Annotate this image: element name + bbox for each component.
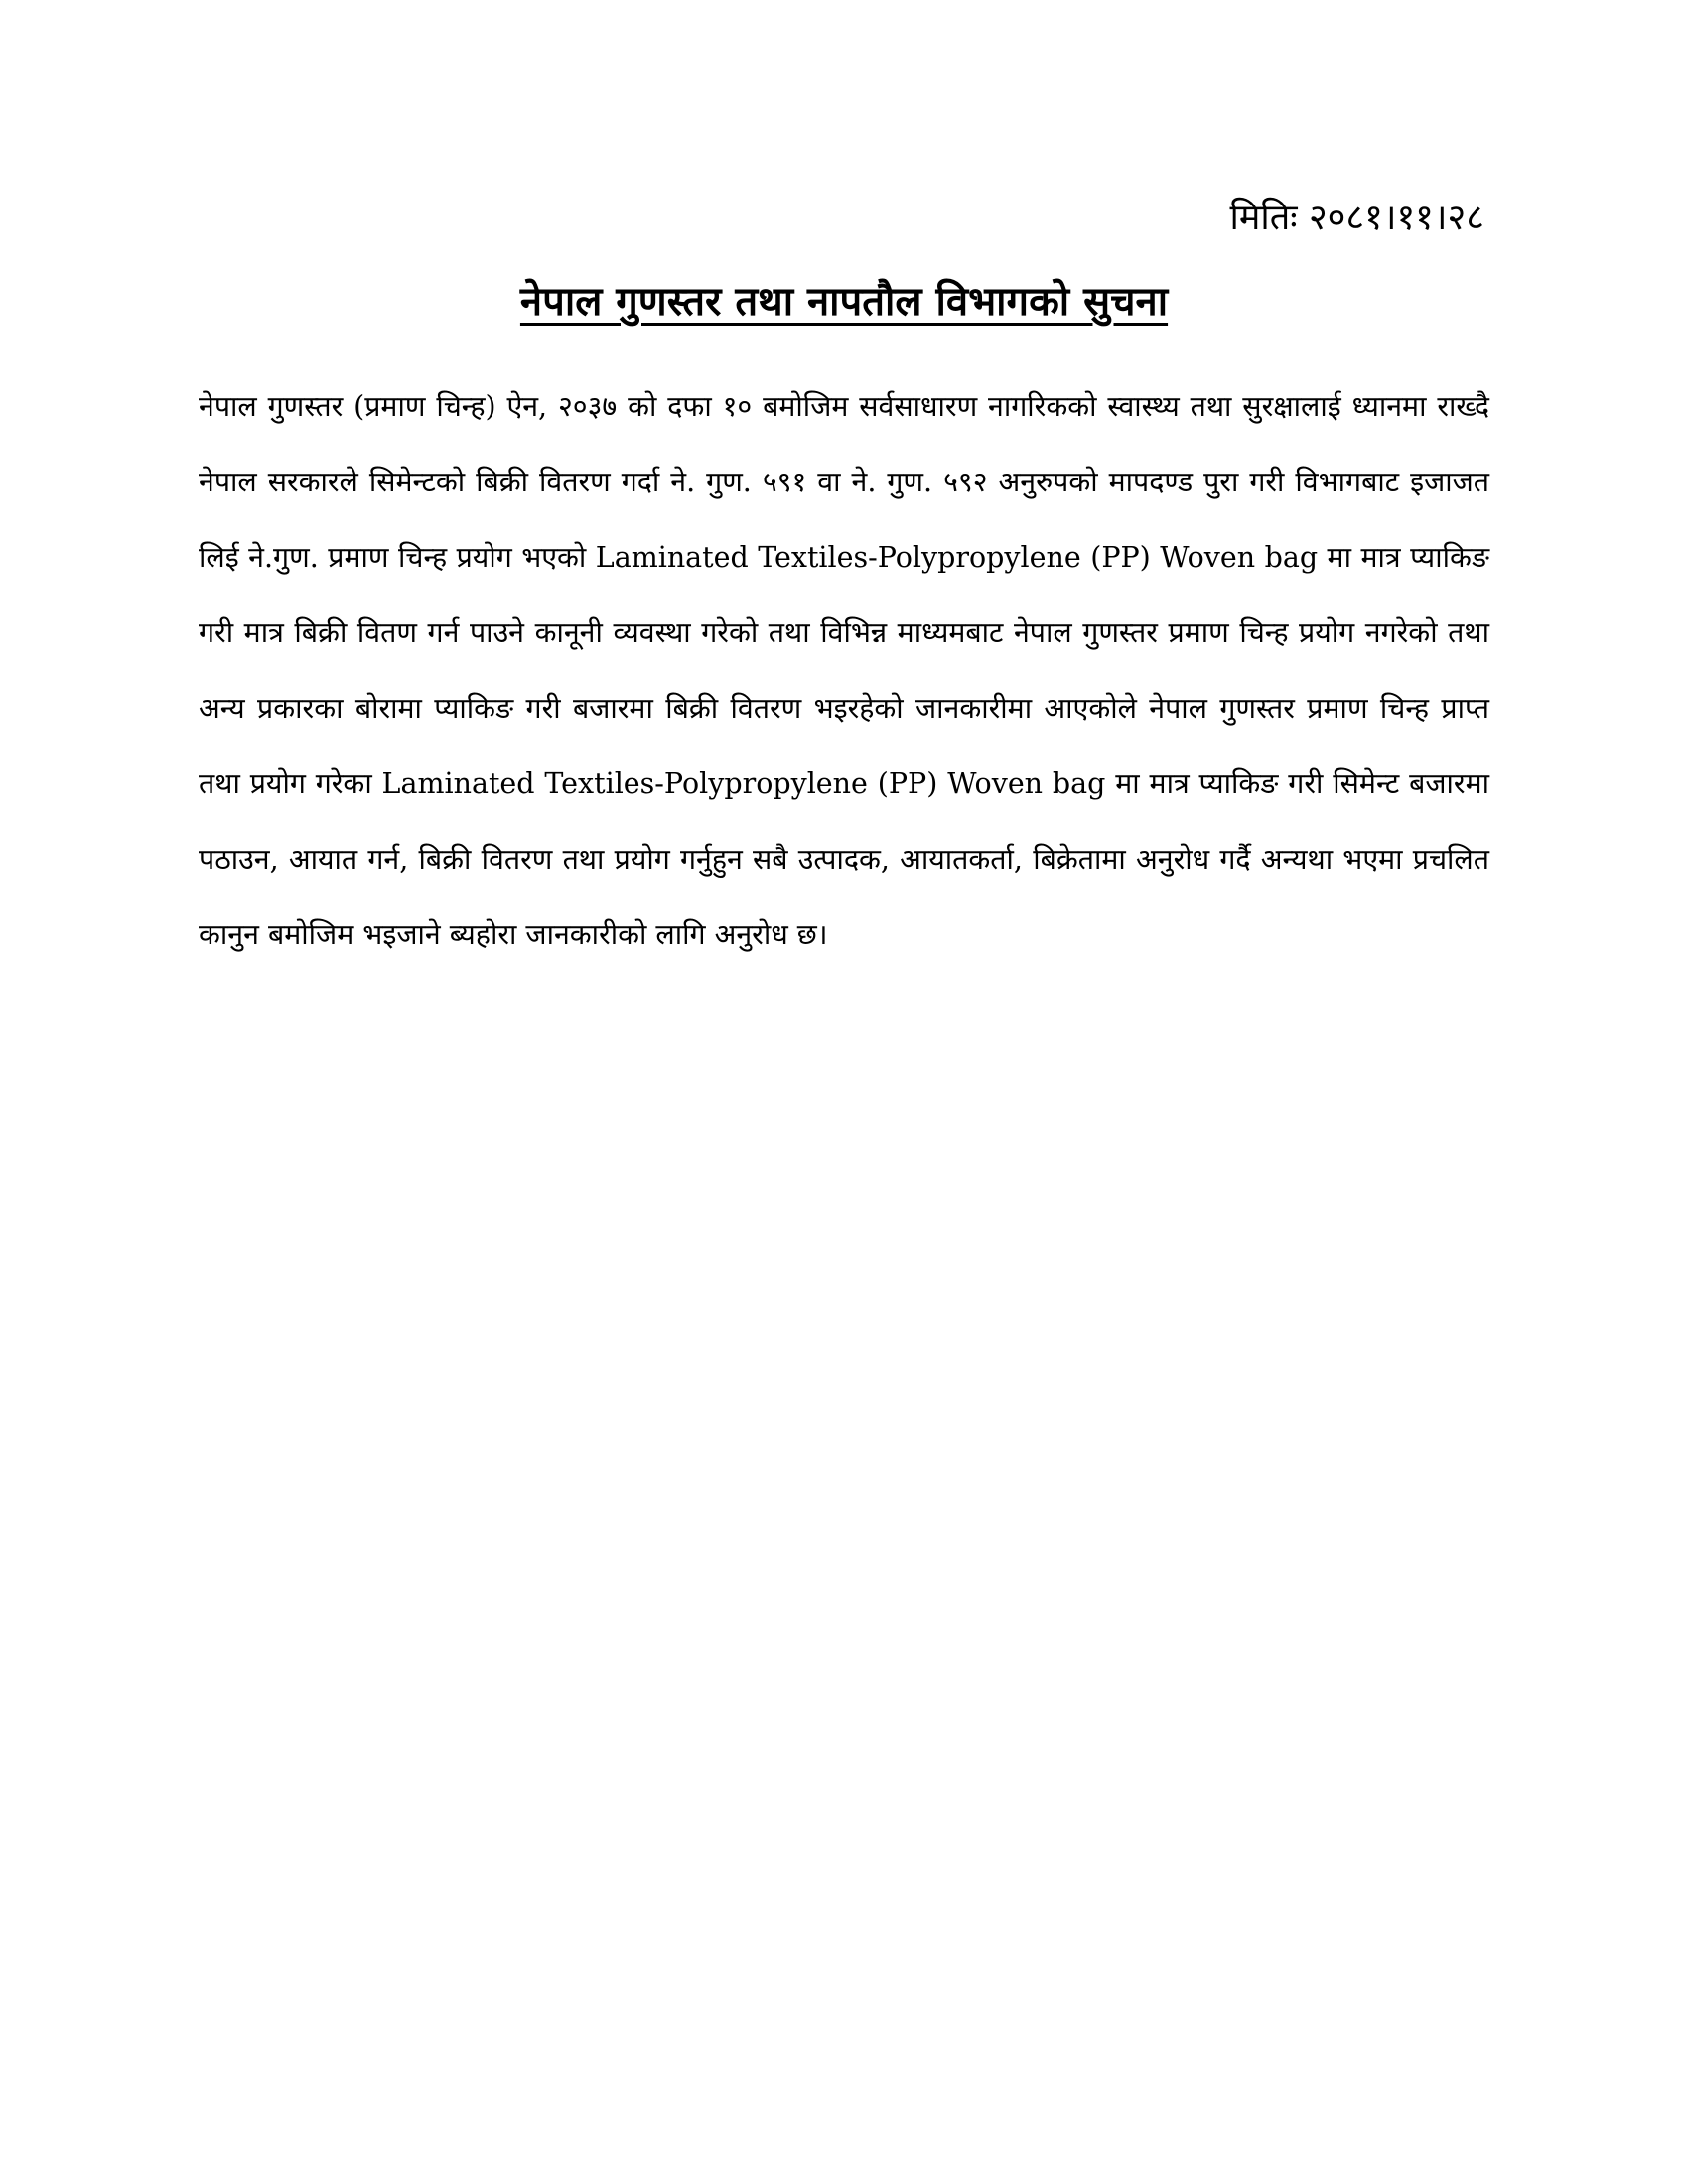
notice-date: मितिः २०८१।११।२८: [1229, 198, 1484, 238]
notice-body: नेपाल गुणस्तर (प्रमाण चिन्ह) ऐन, २०३७ को दफा १० बमोजिम सर्वसाधारण नागरिकको स्वास्थ्य तथा सुरक्षालाई ध्यानमा राख्दै नेपाल सरकारले सिमेन्टको बिक्री वितरण गर्दा ने. गुण. ५९१ वा ने. गुण. ५९२ अनुरुपको मापदण्ड पुरा गरी विभागबाट इजाजत लिई ने.गुण. प्रमाण चिन्ह प्रयोग भएको Laminated Textiles-Polypropylene (PP) Woven bag मा मात्र प्याकिङ गरी मात्र बिक्री वितण गर्न पाउने कानूनी व्यवस्था गरेको तथा विभिन्न माध्यमबाट नेपाल गुणस्तर प्रमाण चिन्ह प्रयोग नगरेको तथा अन्य प्रकारका बोरामा प्याकिङ गरी बजारमा बिक्री वितरण भइरहेको जानकारीमा आएकोले नेपाल गुणस्तर प्रमाण चिन्ह प्राप्त तथा प्रयोग गरेका Laminated Textiles-Polypropylene (PP) Woven bag मा मात्र प्याकिङ गरी सिमेन्ट बजारमा पठाउन, आयात गर्न, बिक्री वितरण तथा प्रयोग गर्नुहुन सबै उत्पादक, आयातकर्ता, बिक्रेतामा अनुरोध गर्दै अन्यथा भएमा प्रचलित कानुन बमोजिम भइजाने ब्यहोरा जानकारीको लागि अनुरोध छ।: [199, 390, 1489, 951]
notice-title-text: नेपाल गुणस्तर तथा नापतौल विभागको सुचना: [519, 278, 1169, 325]
notice-title: [0, 274, 1688, 330]
